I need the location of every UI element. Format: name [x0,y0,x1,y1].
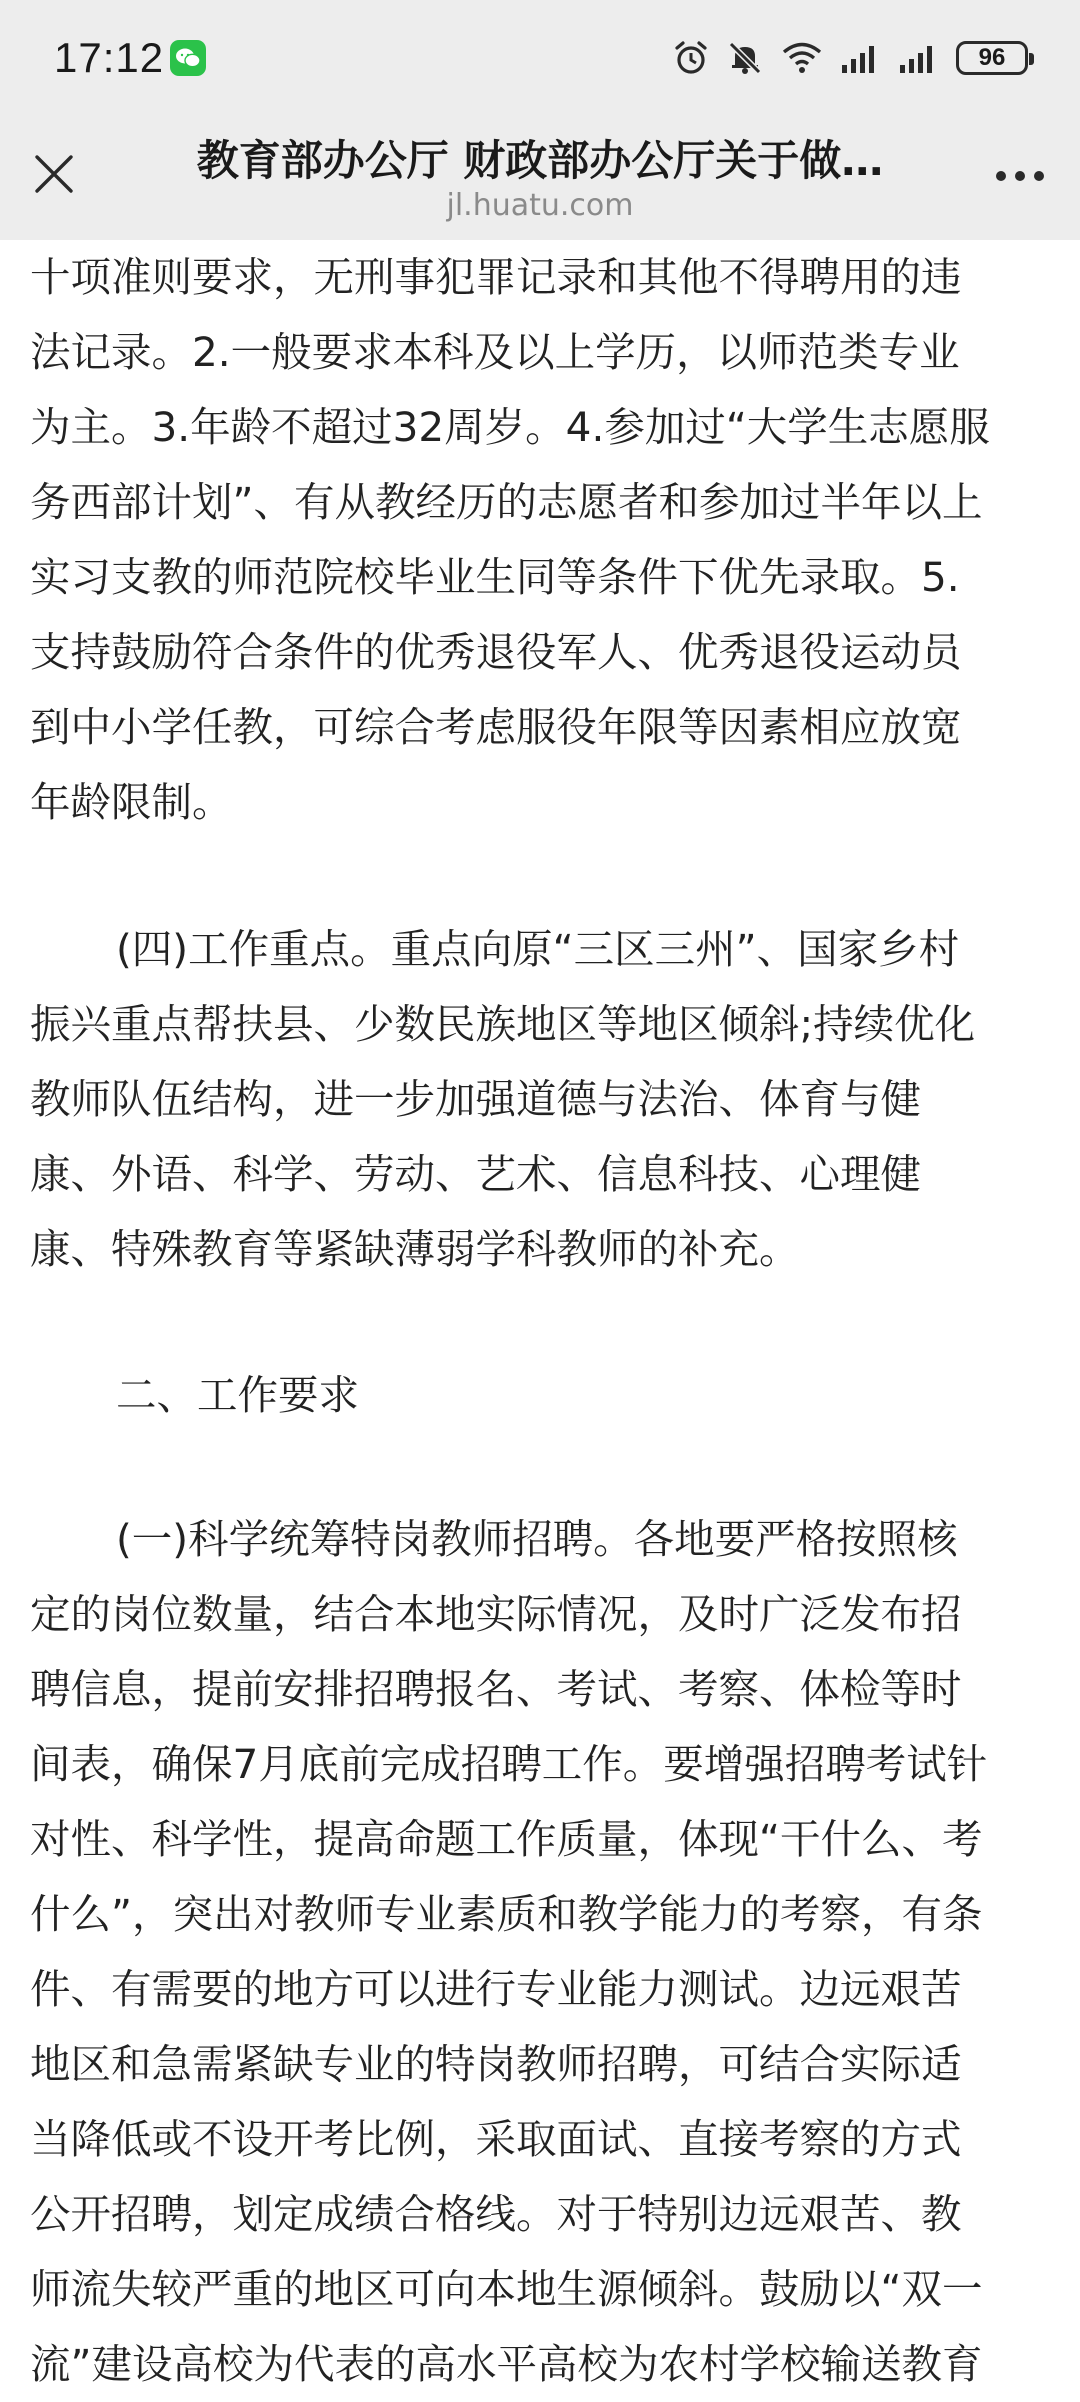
article-body [0,240,1080,2388]
top-chrome [0,0,1080,240]
text-line: 教师队伍结构，进一步加强道德与法治、体育与健 [30,1075,921,1123]
text-line: 康、外语、科学、劳动、艺术、信息科技、心理健 [30,1150,921,1198]
text-line: 流”建设高校为代表的高水平高校为农村学校输送教育 [30,2340,983,2388]
text-line: 间表，确保7月底前完成招聘工作。要增强招聘考试针 [30,1740,988,1788]
text-line: 到中小学任教，可综合考虑服役年限等因素相应放宽 [30,703,962,751]
text-line: 地区和急需紧缺专业的特岗教师招聘，可结合实际适 [30,2040,962,2088]
mute-icon [726,39,764,77]
status-time: 17:12 [54,34,165,81]
paragraph-3 [30,1502,1060,2402]
text-line: 什么”，突出对教师专业素质和教学能力的考察，有条 [30,1890,983,1938]
signal-icon [898,41,940,75]
page-domain: jl.huatu.com [446,188,634,223]
signal-icon [840,41,882,75]
paragraph-1 [30,240,1060,840]
wifi-icon [780,39,824,77]
title-bar [0,122,1080,240]
text-line: (一)科学统筹特岗教师招聘。各地要严格按照核 [116,1515,958,1563]
text-line: 对性、科学性，提高命题工作质量，体现“干什么、考 [30,1815,983,1863]
section-heading [30,1358,1060,1433]
more-button[interactable] [990,156,1050,196]
text-line: 聘信息，提前安排招聘报名、考试、考察、体检等时 [30,1665,962,1713]
text-line: 公开招聘，划定成绩合格线。对于特别边远艰苦、教 [30,2190,962,2238]
page-title: 教育部办公厅 财政部办公厅关于做… [196,136,884,185]
text-line: 实习支教的师范院校毕业生同等条件下优先录取。5. [30,553,960,601]
text-line: 务西部计划”、有从教经历的志愿者和参加过半年以上 [30,478,983,526]
alarm-icon [672,39,710,77]
wechat-icon [170,40,206,76]
text-line: (四)工作重点。重点向原“三区三州”、国家乡村 [116,925,960,973]
text-line: 为主。3.年龄不超过32周岁。4.参加过“大学生志愿服 [30,403,990,451]
close-icon [33,153,75,195]
text-line: 支持鼓励符合条件的优秀退役军人、优秀退役运动员 [30,628,962,676]
close-button[interactable] [26,146,82,202]
paragraph-2 [30,912,1060,1287]
text-line: 年龄限制。 [30,778,233,826]
battery-level: 96 [978,44,1006,71]
heading-text: 二、工作要求 [116,1371,359,1419]
text-line: 康、特殊教育等紧缺薄弱学科教师的补充。 [30,1225,800,1273]
text-line: 定的岗位数量，结合本地实际情况，及时广泛发布招 [30,1590,962,1638]
text-line: 十项准则要求，无刑事犯罪记录和其他不得聘用的违 [30,253,962,301]
status-bar [0,0,1080,122]
battery-icon [956,41,1028,75]
status-icons [672,36,1028,80]
text-line: 师流失较严重的地区可向本地生源倾斜。鼓励以“双一 [30,2265,983,2313]
text-line: 件、有需要的地方可以进行专业能力测试。边远艰苦 [30,1965,962,2013]
text-line: 振兴重点帮扶县、少数民族地区等地区倾斜;持续优化 [30,1000,976,1048]
text-line: 法记录。2.一般要求本科及以上学历，以师范类专业 [30,328,960,376]
more-icon [995,170,1045,182]
text-line: 当降低或不设开考比例，采取面试、直接考察的方式 [30,2115,962,2163]
